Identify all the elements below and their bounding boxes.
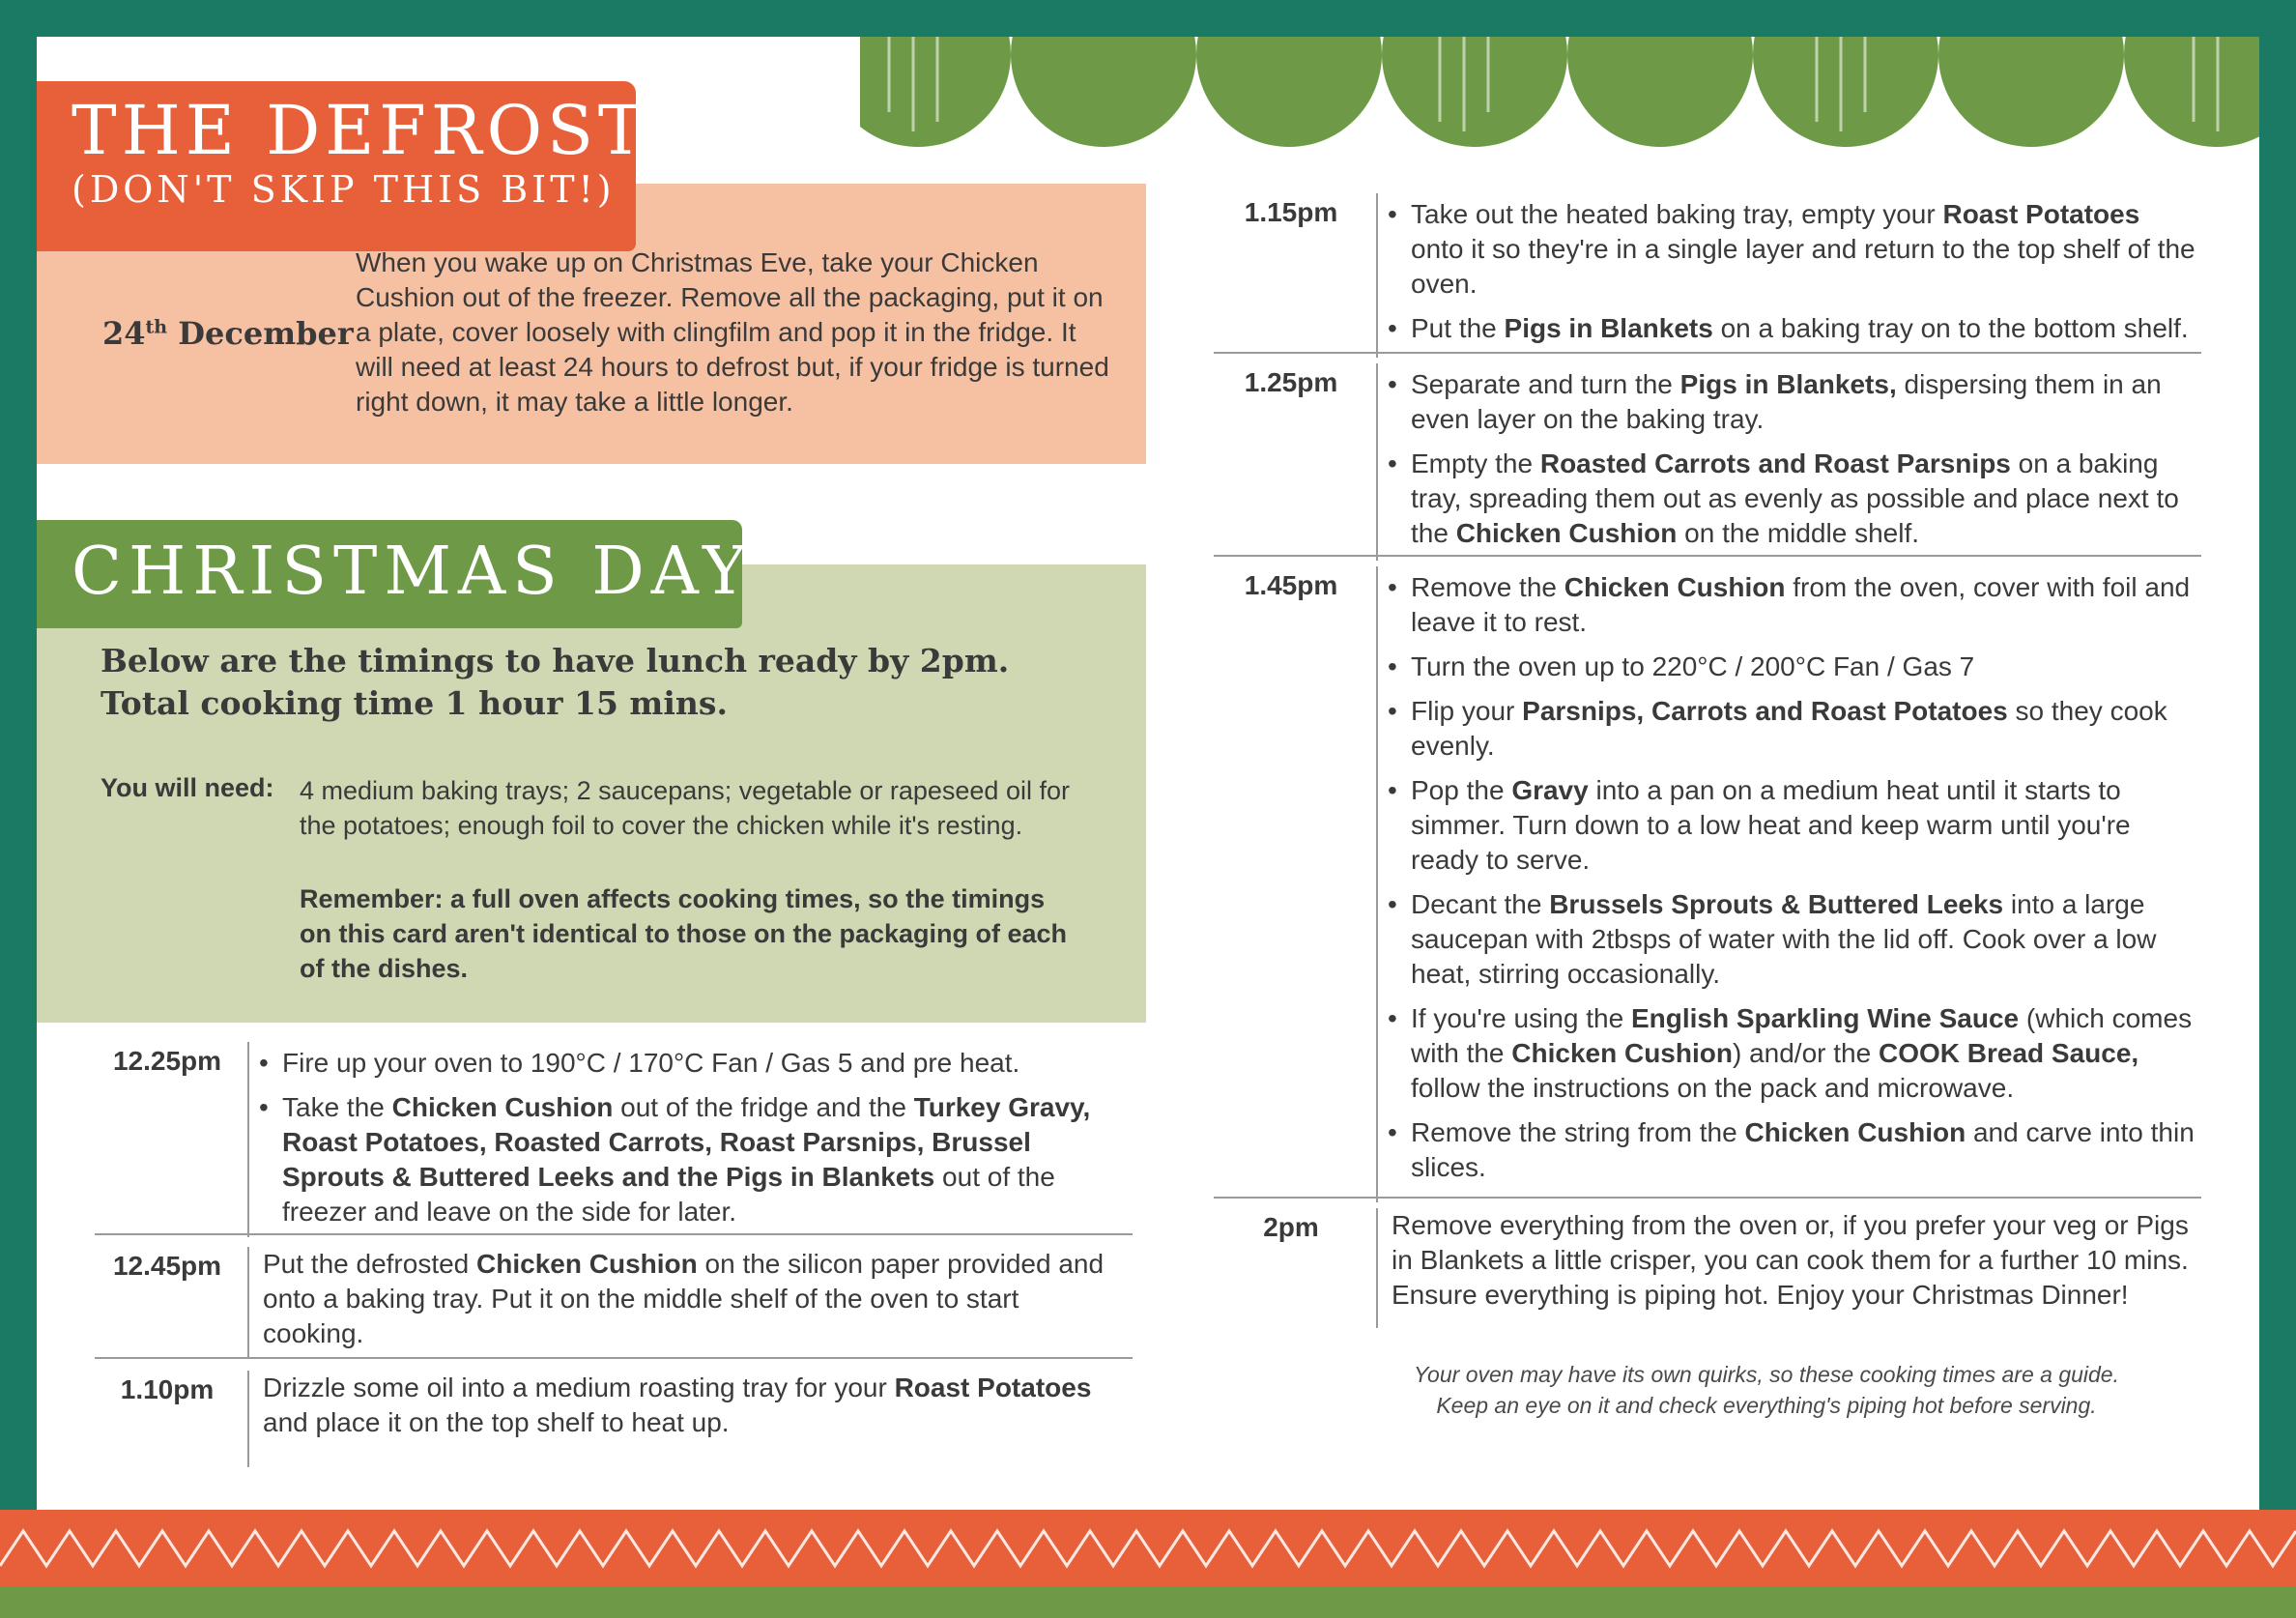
recipe-card-page (37, 37, 2259, 1510)
list-item: • Put the Pigs in Blankets on a baking tray on to the bottom shelf. (1388, 313, 2189, 343)
timing-row-1225 (95, 1034, 1133, 1235)
list-item: • Pop the Gravy into a pan on a medium heat until it starts to simmer. Turn down to a low heat and keep warm until you're ready to serve. (1388, 775, 2131, 875)
green-strip (0, 1587, 2296, 1618)
timing-row-1245 (95, 1239, 1133, 1359)
christmas-title: CHRISTMAS DAY (72, 534, 754, 610)
remember-note: Remember: a full oven affects cooking times, so the timings on this card aren't identical to those on the packaging of each of the dishes. (300, 884, 1068, 983)
zigzag-pattern (0, 1510, 2296, 1587)
list-item: • Fire up your oven to 190°C / 170°C Fan / Gas 5 and pre heat. (259, 1048, 1020, 1078)
timing-time: 12.25pm (112, 1046, 222, 1076)
timing-time: 1.25pm (1244, 367, 1338, 397)
list-item: • Empty the Roasted Carrots and Roast Parsnips on a baking tray, spreading them out as evenly as possible and place next to the Chicken Cushion on the middle shelf. (1388, 448, 2179, 548)
list-item: • Decant the Brussels Sprouts & Buttered Leeks into a large saucepan with 2tbsps of water with the lid off. Cook over a low heat, stirring occasionally. (1388, 889, 2157, 989)
defrost-subtitle: (DON'T SKIP THIS BIT!) (72, 168, 616, 211)
timing-row-110 (95, 1363, 1133, 1463)
timing-row-115 (1214, 186, 2201, 354)
list-item: • Take out the heated baking tray, empty your Roast Potatoes onto it so they're in a single layer and return to the top shelf of the oven. (1388, 199, 2196, 299)
need-text: 4 medium baking trays; 2 saucepans; vegetable or rapeseed oil for the potatoes; enough foil to cover the chicken while it's resting. (300, 776, 1070, 840)
list-item: • Remove the string from the Chicken Cushion and carve into thin slices. (1388, 1117, 2195, 1182)
scallop-decoration (860, 37, 2259, 160)
list-item: • If you're using the English Sparkling Wine Sauce (which comes with the Chicken Cushion) and/or the COOK Bread Sauce, follow the instructions on the pack and microwave. (1388, 1003, 2193, 1103)
timing-time: 1.45pm (1244, 570, 1338, 600)
timing-text: Remove everything from the oven or, if you prefer your veg or Pigs in Blankets a little crisper, you can cook them for a further 10 mins. Ensure everything is piping hot. Enjoy your Christmas Dinner! (1392, 1210, 2189, 1310)
timing-text: Put the defrosted Chicken Cushion on the silicon paper provided and onto a baking tray. Put it on the middle shelf of the oven to start cooking. (263, 1249, 1105, 1348)
timing-time: 1.10pm (120, 1374, 215, 1404)
timing-row-145 (1214, 559, 2201, 1199)
list-item: • Flip your Parsnips, Carrots and Roast Potatoes so they cook evenly. (1388, 696, 2167, 761)
list-item: • Remove the Chicken Cushion from the oven, cover with foil and leave it to rest. (1388, 572, 2191, 637)
footnote: Your oven may have its own quirks, so these cooking times are a guide. Keep an eye on it and check everything's piping hot before serving. (1413, 1362, 2119, 1418)
defrost-instructions: When you wake up on Christmas Eve, take your Chicken Cushion out of the freezer. Remove all the packaging, put it on a plate, cover loosely with clingfilm and pop it in the fridge. It will need at least 24 hours to defrost but, if your fridge is turned right down, it may take a little longer. (356, 247, 1109, 417)
need-label: You will need: (100, 773, 274, 802)
timing-row-125 (1214, 356, 2201, 557)
timing-time: 12.45pm (112, 1251, 222, 1281)
list-item: • Take the Chicken Cushion out of the fridge and the Turkey Gravy, Roast Potatoes, Roasted Carrots, Roast Parsnips, Brussel Sprouts & Buttered Leeks and the Pigs in Blankets out of the freezer and leave on the side for later. (259, 1092, 1091, 1227)
timing-row-2pm (1214, 1200, 2201, 1326)
zigzag-strip (0, 1510, 2296, 1587)
defrost-title: THE DEFROST (72, 91, 648, 170)
christmas-intro: Below are the timings to have lunch ready by 2pm. Total cooking time 1 hour 15 mins. (100, 642, 1010, 722)
timing-time: 1.15pm (1244, 197, 1338, 227)
defrost-date: 24th December (102, 315, 354, 352)
list-item: • Separate and turn the Pigs in Blankets, dispersing them in an even layer on the baking tray. (1388, 369, 2162, 434)
timing-text: Drizzle some oil into a medium roasting tray for your Roast Potatoes and place it on the top shelf to heat up. (263, 1372, 1092, 1437)
list-item: • Turn the oven up to 220°C / 200°C Fan / Gas 7 (1388, 651, 1975, 681)
timing-time: 2pm (1263, 1212, 1319, 1242)
